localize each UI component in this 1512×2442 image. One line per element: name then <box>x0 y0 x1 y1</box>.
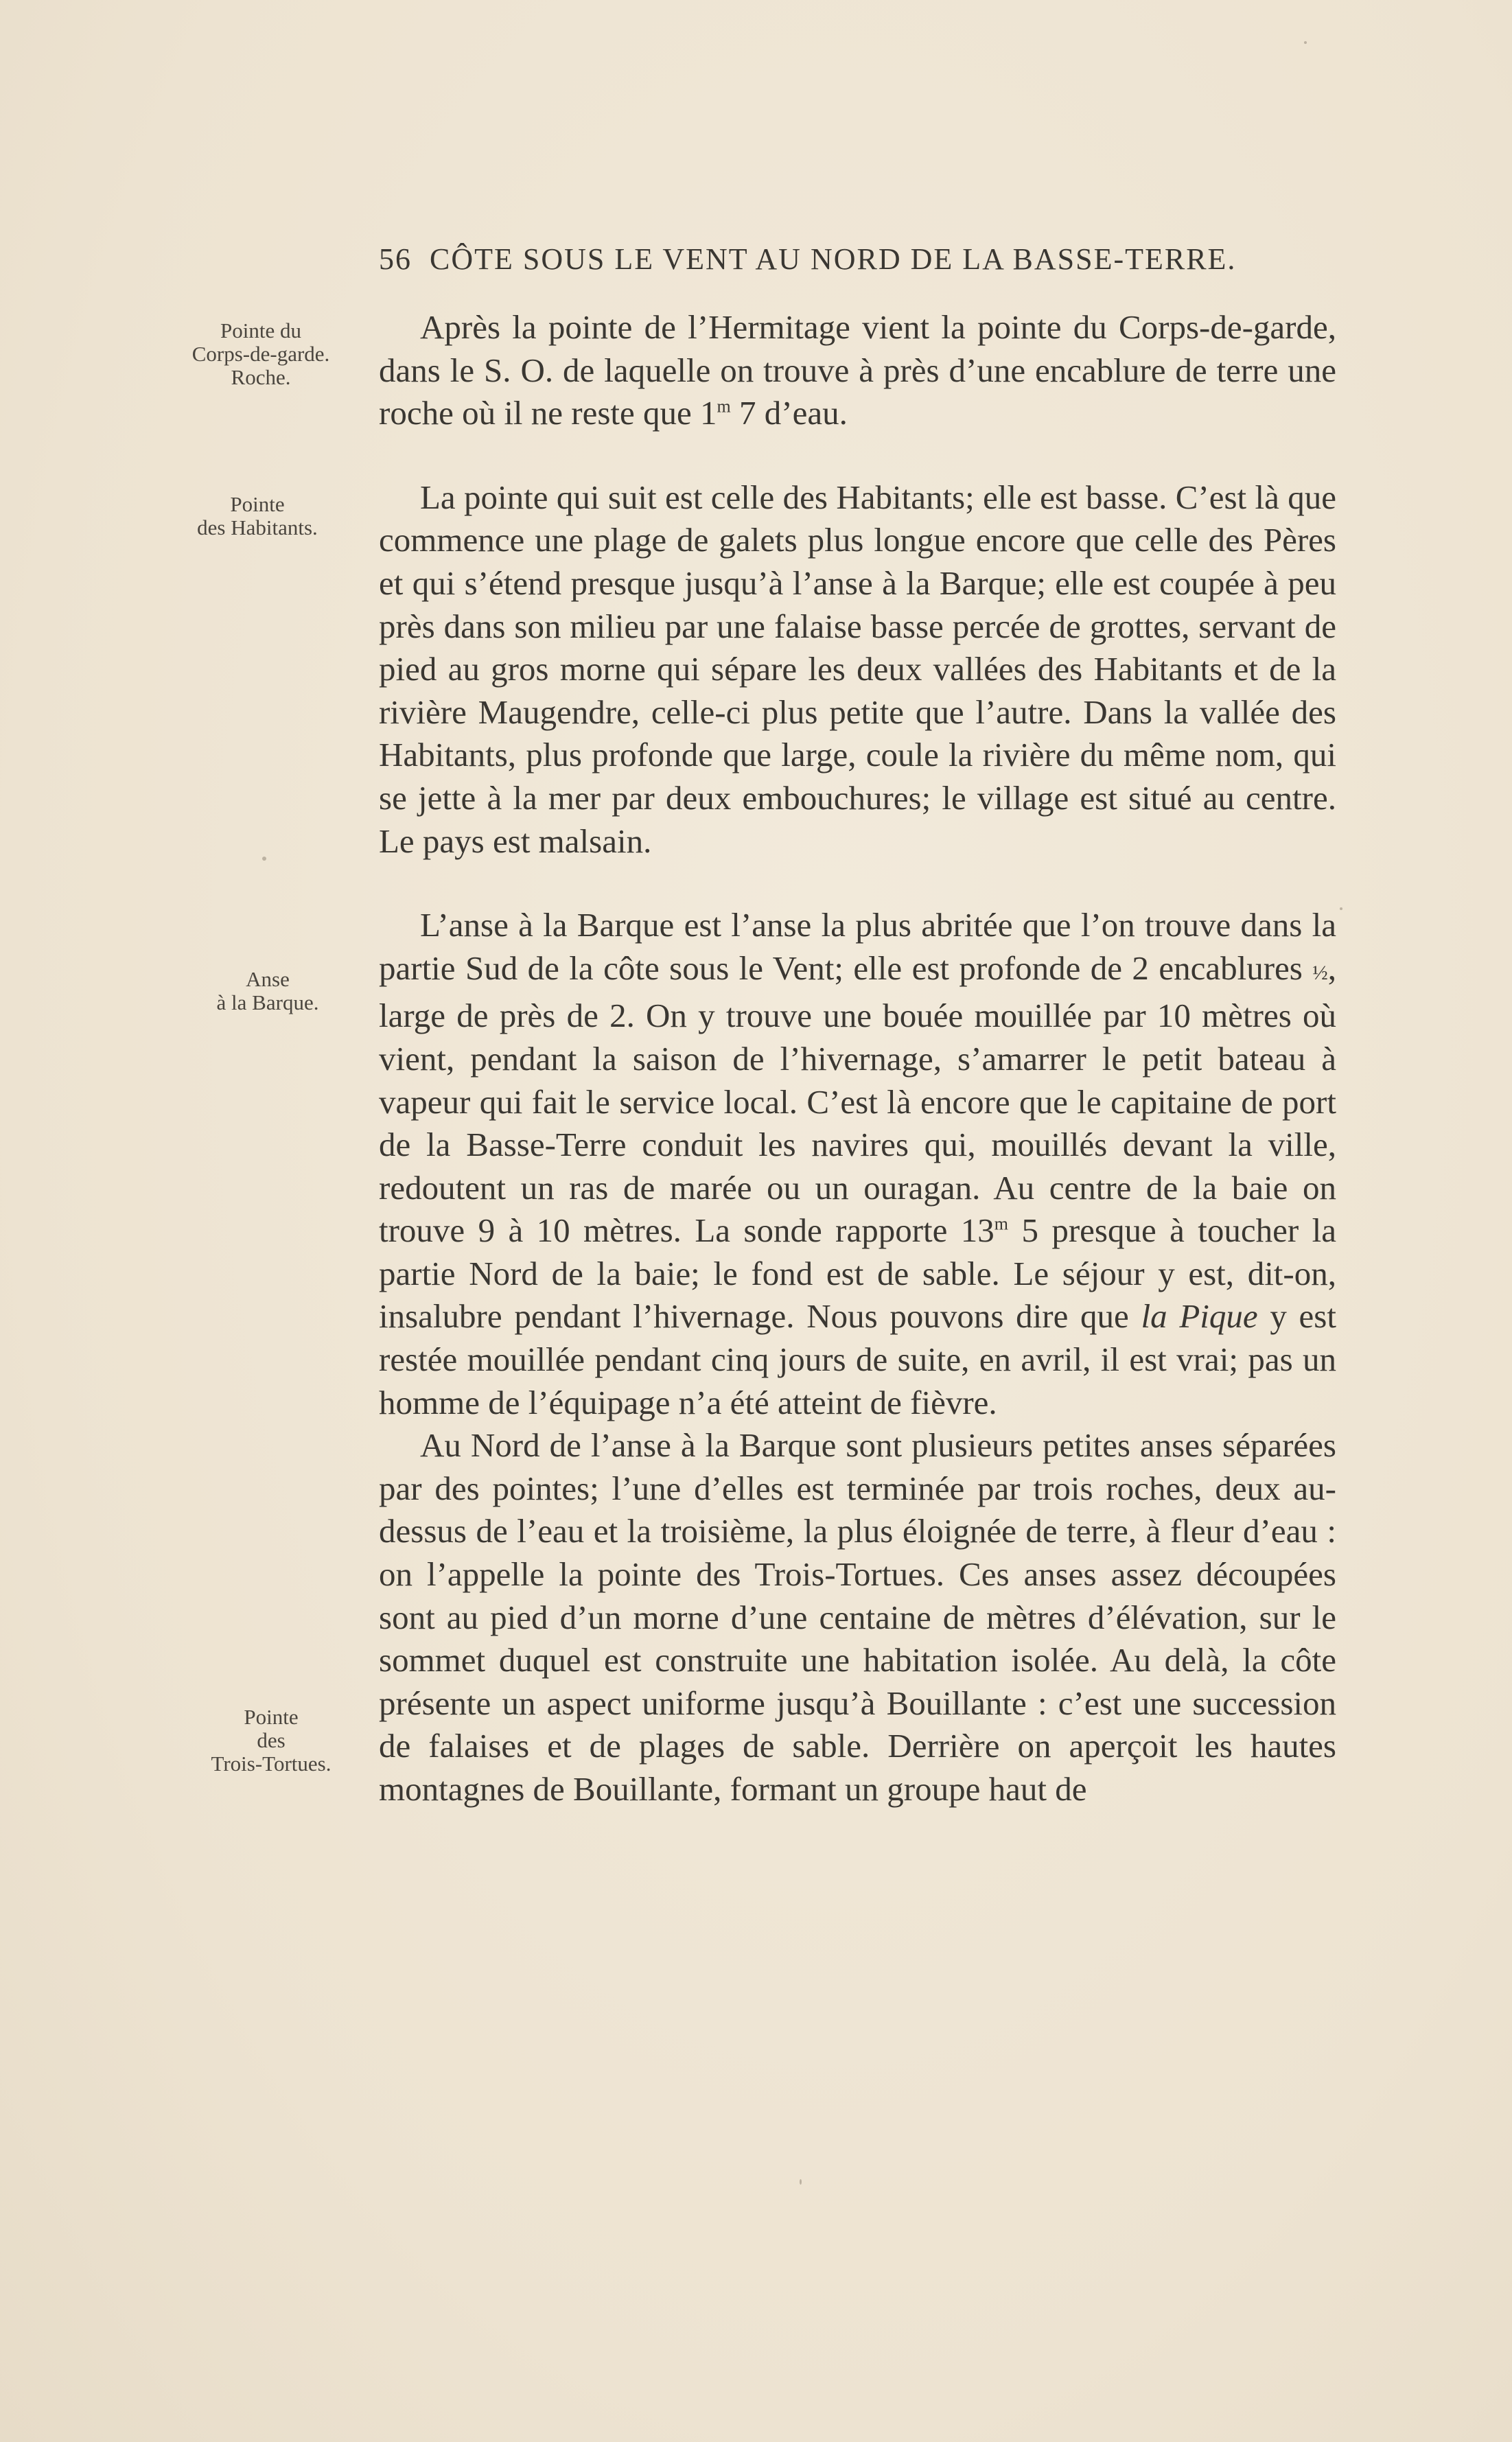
margin-note-habitants <box>154 493 360 539</box>
margin-note-anse-barque <box>165 968 371 1014</box>
margin-note-line: des Habitants. <box>197 515 318 539</box>
ship-name: la Pique <box>1141 1297 1258 1336</box>
running-header <box>379 242 1340 277</box>
margin-note-line: Corps-de-garde. <box>191 342 330 366</box>
paper-speck <box>1304 41 1307 44</box>
paper-speck <box>800 2179 802 2185</box>
margin-note-line: Pointe <box>230 492 285 516</box>
unit-superscript: m <box>717 396 731 417</box>
fraction-half: ½ <box>1312 961 1328 984</box>
margin-note-line: Roche. <box>231 365 291 389</box>
margin-note-line: à la Barque. <box>216 990 319 1014</box>
paragraph-corps-de-garde: Après la pointe de l’Hermitage vient la pointe du Corps-de-garde, dans le S. O. de laquelle on trouve à près d’une encablure de terre une roche où il ne reste que 1$^m$ 7 d’eau. <box>379 308 1336 432</box>
margin-note-line: Anse <box>246 967 290 991</box>
paper-speck <box>1340 907 1342 910</box>
unit-superscript: m <box>994 1213 1009 1234</box>
margin-note-corps-de-garde <box>158 319 364 389</box>
margin-note-trois-tortues <box>168 1706 374 1776</box>
margin-note-line: Trois-Tortues. <box>211 1752 332 1776</box>
margin-note-line: Pointe du <box>220 318 301 342</box>
running-title: CÔTE SOUS LE VENT AU NORD DE LA BASSE-TERRE. <box>430 242 1237 276</box>
margin-note-line: des <box>257 1728 286 1752</box>
paper-speck <box>262 857 266 861</box>
body-text <box>379 306 1336 1811</box>
page-number: 56 <box>379 242 412 276</box>
paragraph-habitants: La pointe qui suit est celle des Habitants; elle est basse. C’est là que commence une plage de galets plus longue encore que celle des Pères et qui s’étend presque jusqu’à l’anse à la Barque; elle est coupée à peu près dans son milieu par une falaise basse percée de grottes, servant de pied au gros morne qui sépare les deux vallées des Habitants et de la rivière Maugendre, celle-ci plus petite que l’autre. Dans la vallée des Habitants, plus profonde que large, coule la rivière du même nom, qui se jette à la mer par deux embouchures; le village est situé au centre. Le pays est malsain. <box>379 478 1336 860</box>
margin-note-line: Pointe <box>244 1705 299 1729</box>
paragraph-anse-barque: L’anse à la Barque est l’anse la plus abritée que l’on trouve dans la partie Sud de la côte sous le Vent; elle est profonde de 2 encablures ½, large de près de 2. On y trouve une bouée mouillée par 10 mètres où vient, pendant la saison de l’hivernage, s’amarrer le petit bateau à vapeur qui fait le service local. C’est là encore que le capitaine de port de la Basse-Terre conduit les navires qui, mouillés devant la ville, redoutent un ras de marée ou un ouragan. Au centre de la baie on trouve 9 à 10 mètres. La sonde rapporte 13$^m$ 5 presque à toucher la partie Nord de la baie; le fond est de sable. Le séjour y est, dit-on, insalubre pendant l’hivernage. Nous pouvons dire que la Pique y est restée mouillée pendant cinq jours de suite, en avril, il est vrai; pas un homme de l’équipage n’a été atteint de fièvre. <box>379 906 1336 1421</box>
paragraph-trois-tortues: Au Nord de l’anse à la Barque sont plusieurs petites anses séparées par des pointes; l’une d’elles est terminée par trois roches, deux au-dessus de l’eau et la troisième, la plus éloignée de terre, à fleur d’eau : on l’appelle la pointe des Trois-Tortues. Ces anses assez découpées sont au pied d’un morne d’une centaine de mètres d’élévation, sur le sommet duquel est construite une habitation isolée. Au delà, la côte présente un aspect uniforme jusqu’à Bouillante : c’est une succession de falaises et de plages de sable. Derrière on aperçoit les hautes montagnes de Bouillante, formant un groupe haut de <box>379 1426 1336 1808</box>
